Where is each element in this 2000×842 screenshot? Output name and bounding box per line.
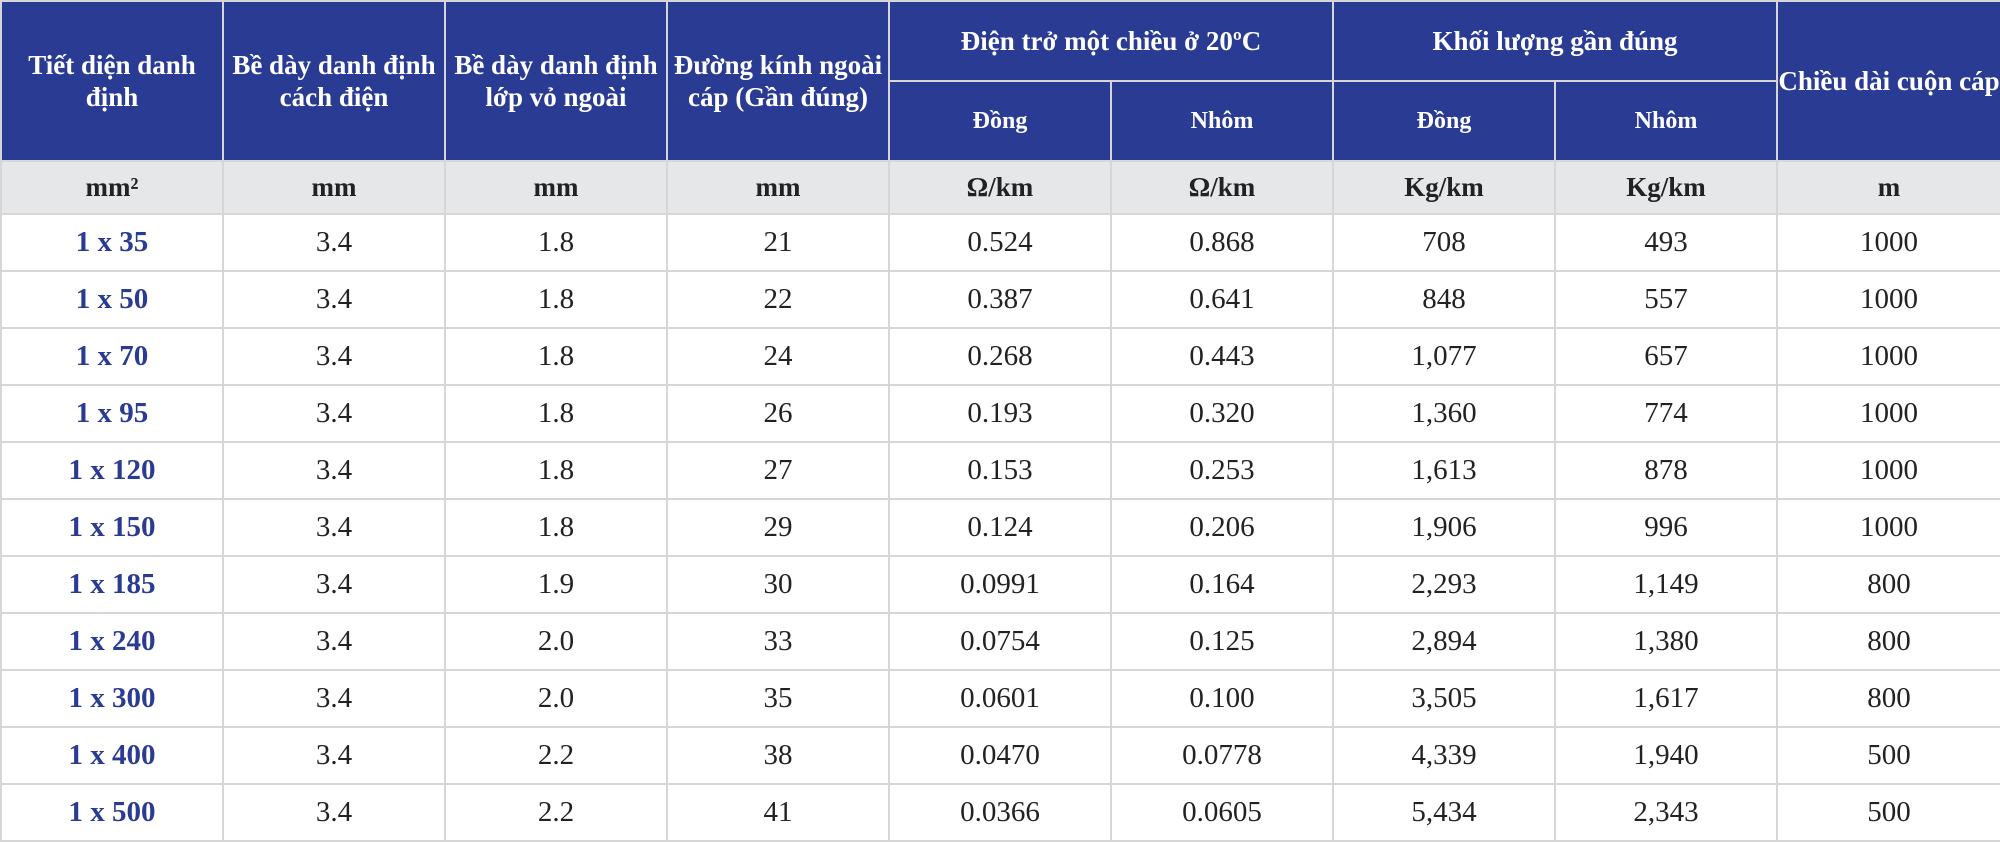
cell-drum-length: 800 xyxy=(1777,613,2000,670)
cell-insulation-thickness: 3.4 xyxy=(223,328,445,385)
cell-weight-copper: 1,613 xyxy=(1333,442,1555,499)
cell-weight-copper: 848 xyxy=(1333,271,1555,328)
cell-sheath-thickness: 1.9 xyxy=(445,556,667,613)
cell-weight-copper: 4,339 xyxy=(1333,727,1555,784)
cell-resistance-aluminum: 0.253 xyxy=(1111,442,1333,499)
cell-sheath-thickness: 1.8 xyxy=(445,442,667,499)
cell-resistance-aluminum: 0.206 xyxy=(1111,499,1333,556)
table-row xyxy=(1,328,2000,385)
cell-cross-section: 1 x 185 xyxy=(1,556,223,613)
cell-sheath-thickness: 2.0 xyxy=(445,670,667,727)
cell-insulation-thickness: 3.4 xyxy=(223,727,445,784)
cell-weight-aluminum: 1,940 xyxy=(1555,727,1777,784)
unit-cell: Kg/km xyxy=(1555,161,1777,214)
header-approx-weight: Khối lượng gần đúng xyxy=(1333,1,1777,81)
subheader-weight-copper: Đồng xyxy=(1333,81,1555,161)
cell-resistance-aluminum: 0.0605 xyxy=(1111,784,1333,841)
unit-cell: mm xyxy=(667,161,889,214)
unit-cell: mm xyxy=(445,161,667,214)
subheader-resistance-aluminum: Nhôm xyxy=(1111,81,1333,161)
table-row xyxy=(1,727,2000,784)
cell-resistance-aluminum: 0.641 xyxy=(1111,271,1333,328)
cell-drum-length: 1000 xyxy=(1777,214,2000,271)
table-row xyxy=(1,385,2000,442)
cell-resistance-aluminum: 0.125 xyxy=(1111,613,1333,670)
cell-resistance-copper: 0.0754 xyxy=(889,613,1111,670)
table-body xyxy=(1,214,2000,841)
cell-drum-length: 500 xyxy=(1777,727,2000,784)
cell-overall-diameter: 29 xyxy=(667,499,889,556)
cell-resistance-copper: 0.124 xyxy=(889,499,1111,556)
table-row xyxy=(1,442,2000,499)
table-row xyxy=(1,556,2000,613)
cell-cross-section: 1 x 35 xyxy=(1,214,223,271)
table-row xyxy=(1,271,2000,328)
cell-drum-length: 1000 xyxy=(1777,385,2000,442)
cell-sheath-thickness: 1.8 xyxy=(445,214,667,271)
cell-drum-length: 800 xyxy=(1777,670,2000,727)
cell-resistance-copper: 0.524 xyxy=(889,214,1111,271)
header-sheath-thickness: Bề dày danh định lớp vỏ ngoài xyxy=(445,1,667,161)
table-row xyxy=(1,784,2000,841)
unit-cell: Kg/km xyxy=(1333,161,1555,214)
cell-weight-aluminum: 493 xyxy=(1555,214,1777,271)
cell-resistance-copper: 0.0366 xyxy=(889,784,1111,841)
cell-resistance-aluminum: 0.320 xyxy=(1111,385,1333,442)
cell-weight-copper: 1,077 xyxy=(1333,328,1555,385)
cell-sheath-thickness: 2.0 xyxy=(445,613,667,670)
cell-resistance-aluminum: 0.0778 xyxy=(1111,727,1333,784)
cell-weight-aluminum: 996 xyxy=(1555,499,1777,556)
subheader-weight-aluminum: Nhôm xyxy=(1555,81,1777,161)
cell-overall-diameter: 27 xyxy=(667,442,889,499)
header-insulation-thickness: Bề dày danh định cách điện xyxy=(223,1,445,161)
cell-cross-section: 1 x 70 xyxy=(1,328,223,385)
cell-overall-diameter: 30 xyxy=(667,556,889,613)
cell-overall-diameter: 35 xyxy=(667,670,889,727)
cell-drum-length: 500 xyxy=(1777,784,2000,841)
table-row xyxy=(1,214,2000,271)
cell-weight-aluminum: 557 xyxy=(1555,271,1777,328)
cell-cross-section: 1 x 95 xyxy=(1,385,223,442)
table-row xyxy=(1,499,2000,556)
unit-cell: mm² xyxy=(1,161,223,214)
cell-resistance-copper: 0.268 xyxy=(889,328,1111,385)
cell-insulation-thickness: 3.4 xyxy=(223,214,445,271)
cell-cross-section: 1 x 150 xyxy=(1,499,223,556)
cell-cross-section: 1 x 400 xyxy=(1,727,223,784)
cell-sheath-thickness: 1.8 xyxy=(445,271,667,328)
cell-sheath-thickness: 2.2 xyxy=(445,784,667,841)
cell-insulation-thickness: 3.4 xyxy=(223,499,445,556)
cell-cross-section: 1 x 500 xyxy=(1,784,223,841)
cell-weight-copper: 5,434 xyxy=(1333,784,1555,841)
unit-cell: mm xyxy=(223,161,445,214)
cell-cross-section: 1 x 240 xyxy=(1,613,223,670)
cell-cross-section: 1 x 50 xyxy=(1,271,223,328)
cell-resistance-copper: 0.0601 xyxy=(889,670,1111,727)
cell-resistance-copper: 0.0991 xyxy=(889,556,1111,613)
cell-resistance-copper: 0.0470 xyxy=(889,727,1111,784)
cell-insulation-thickness: 3.4 xyxy=(223,613,445,670)
table-row xyxy=(1,613,2000,670)
cell-insulation-thickness: 3.4 xyxy=(223,271,445,328)
unit-cell: Ω/km xyxy=(1111,161,1333,214)
cell-resistance-aluminum: 0.443 xyxy=(1111,328,1333,385)
cell-weight-aluminum: 1,380 xyxy=(1555,613,1777,670)
cell-weight-copper: 3,505 xyxy=(1333,670,1555,727)
header-nominal-cross-section: Tiết diện danh định xyxy=(1,1,223,161)
cell-cross-section: 1 x 300 xyxy=(1,670,223,727)
cell-resistance-copper: 0.387 xyxy=(889,271,1111,328)
cell-weight-aluminum: 1,149 xyxy=(1555,556,1777,613)
unit-cell: Ω/km xyxy=(889,161,1111,214)
cell-overall-diameter: 24 xyxy=(667,328,889,385)
cell-weight-copper: 708 xyxy=(1333,214,1555,271)
cell-resistance-aluminum: 0.164 xyxy=(1111,556,1333,613)
cell-resistance-copper: 0.193 xyxy=(889,385,1111,442)
cell-overall-diameter: 21 xyxy=(667,214,889,271)
cell-weight-copper: 1,360 xyxy=(1333,385,1555,442)
cell-resistance-aluminum: 0.868 xyxy=(1111,214,1333,271)
table-row xyxy=(1,670,2000,727)
cell-weight-copper: 1,906 xyxy=(1333,499,1555,556)
cell-sheath-thickness: 1.8 xyxy=(445,328,667,385)
cell-weight-aluminum: 657 xyxy=(1555,328,1777,385)
cell-sheath-thickness: 1.8 xyxy=(445,499,667,556)
cell-weight-copper: 2,293 xyxy=(1333,556,1555,613)
cell-insulation-thickness: 3.4 xyxy=(223,556,445,613)
header-drum-length: Chiều dài cuộn cáp xyxy=(1777,1,2000,161)
cell-overall-diameter: 33 xyxy=(667,613,889,670)
cell-weight-aluminum: 1,617 xyxy=(1555,670,1777,727)
cell-sheath-thickness: 1.8 xyxy=(445,385,667,442)
cell-sheath-thickness: 2.2 xyxy=(445,727,667,784)
header-overall-diameter: Đường kính ngoài cáp (Gần đúng) xyxy=(667,1,889,161)
cell-drum-length: 1000 xyxy=(1777,442,2000,499)
cell-drum-length: 800 xyxy=(1777,556,2000,613)
cell-weight-aluminum: 878 xyxy=(1555,442,1777,499)
units-row xyxy=(1,161,2000,214)
cell-insulation-thickness: 3.4 xyxy=(223,385,445,442)
cell-weight-copper: 2,894 xyxy=(1333,613,1555,670)
cell-cross-section: 1 x 120 xyxy=(1,442,223,499)
cell-drum-length: 1000 xyxy=(1777,499,2000,556)
cell-overall-diameter: 26 xyxy=(667,385,889,442)
cell-weight-aluminum: 774 xyxy=(1555,385,1777,442)
cell-drum-length: 1000 xyxy=(1777,328,2000,385)
cell-weight-aluminum: 2,343 xyxy=(1555,784,1777,841)
cell-overall-diameter: 38 xyxy=(667,727,889,784)
cell-insulation-thickness: 3.4 xyxy=(223,442,445,499)
cell-resistance-copper: 0.153 xyxy=(889,442,1111,499)
header-dc-resistance: Điện trở một chiều ở 20ºC xyxy=(889,1,1333,81)
cell-insulation-thickness: 3.4 xyxy=(223,784,445,841)
cell-drum-length: 1000 xyxy=(1777,271,2000,328)
subheader-resistance-copper: Đồng xyxy=(889,81,1111,161)
cell-overall-diameter: 41 xyxy=(667,784,889,841)
unit-cell: m xyxy=(1777,161,2000,214)
cell-insulation-thickness: 3.4 xyxy=(223,670,445,727)
cell-resistance-aluminum: 0.100 xyxy=(1111,670,1333,727)
cell-overall-diameter: 22 xyxy=(667,271,889,328)
